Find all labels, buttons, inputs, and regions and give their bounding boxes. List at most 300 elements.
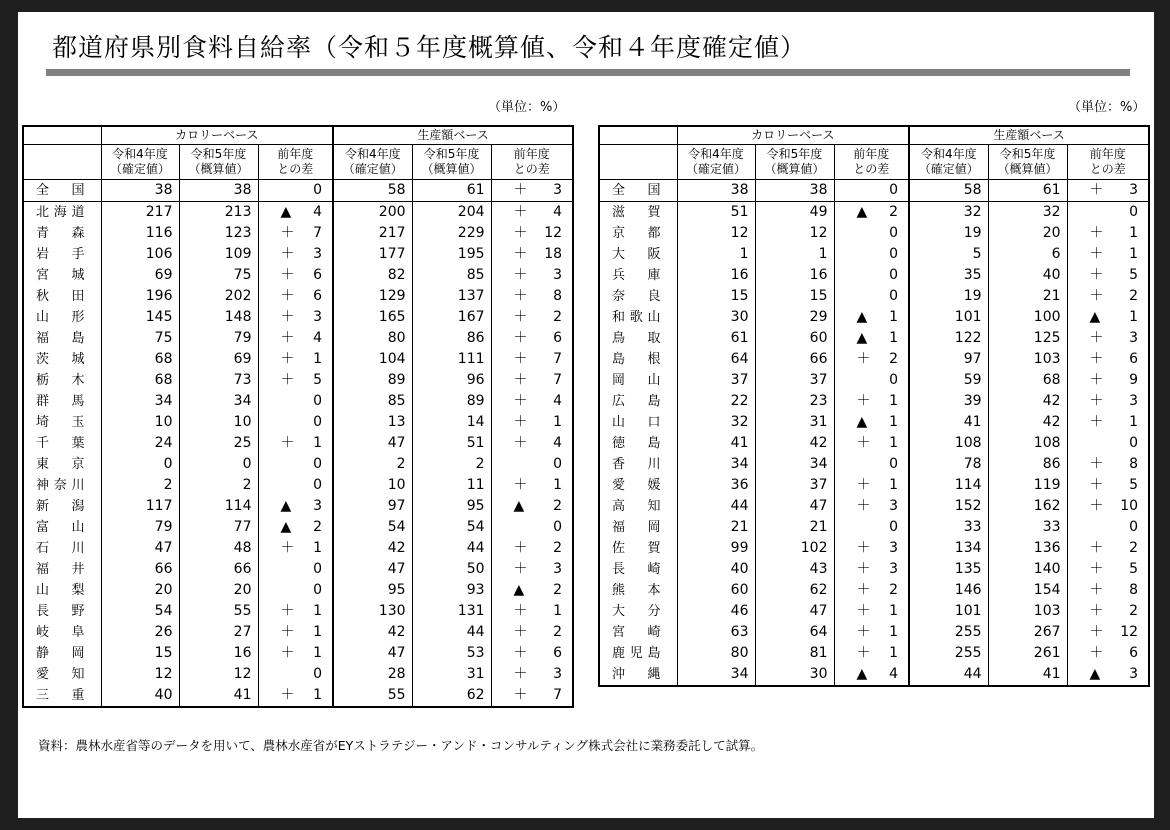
production-r4-value: 101 — [909, 307, 988, 328]
production-diff-sign — [1067, 433, 1105, 454]
production-diff-value: 3 — [1129, 666, 1139, 682]
calorie-r4-value: 44 — [677, 496, 755, 517]
production-diff-sign: ＋ — [491, 685, 529, 707]
production-r4-value: 255 — [909, 622, 988, 643]
calorie-r5-value: 69 — [179, 349, 258, 370]
production-r4-value: 41 — [909, 412, 988, 433]
production-diff-value: 1 — [1129, 225, 1139, 241]
calorie-diff-sign: ＋ — [258, 328, 295, 349]
calorie-diff-value: 0 — [313, 456, 323, 472]
production-diff-sign: ▲ — [1067, 664, 1105, 686]
calorie-diff-sign: ＋ — [834, 580, 871, 601]
production-r5-value: 204 — [412, 202, 491, 224]
calorie-r4-value: 10 — [101, 412, 179, 433]
production-r5-value: 100 — [988, 307, 1067, 328]
table-row — [23, 265, 573, 286]
calorie-diff-value: 0 — [889, 246, 899, 262]
production-diff-sign: ＋ — [1067, 580, 1105, 601]
production-r5-value: 103 — [988, 349, 1067, 370]
calorie-r4-value: 106 — [101, 244, 179, 265]
production-diff-sign: ＋ — [491, 601, 529, 622]
calorie-diff-value: 0 — [313, 477, 323, 493]
header-r4-confirmed: 令和4年度 （確定値） — [909, 145, 988, 180]
production-r5-value: 89 — [412, 391, 491, 412]
calorie-diff-sign — [834, 265, 871, 286]
production-r4-value: 95 — [333, 580, 412, 601]
header-r4-confirmed: 令和4年度 （確定値） — [333, 145, 412, 180]
prefecture-name: 大阪 — [612, 247, 661, 262]
production-diff-sign: ＋ — [491, 180, 529, 202]
calorie-r4-value: 34 — [101, 391, 179, 412]
production-r5-value: 62 — [412, 685, 491, 707]
calorie-r4-value: 30 — [677, 307, 755, 328]
calorie-r4-value: 196 — [101, 286, 179, 307]
production-diff-value: 2 — [553, 540, 563, 556]
calorie-diff-sign: ＋ — [258, 622, 295, 643]
calorie-diff-value: 1 — [313, 645, 323, 661]
calorie-diff-value: 0 — [313, 666, 323, 682]
calorie-r4-value: 63 — [677, 622, 755, 643]
calorie-r4-value: 20 — [101, 580, 179, 601]
calorie-r4-value: 34 — [677, 454, 755, 475]
prefecture-name: 栃木 — [36, 373, 85, 388]
production-diff-value: 6 — [1129, 645, 1139, 661]
calorie-r5-value: 12 — [755, 223, 834, 244]
calorie-diff-sign — [258, 180, 295, 202]
calorie-r4-value: 12 — [677, 223, 755, 244]
calorie-diff-sign: ＋ — [258, 601, 295, 622]
production-r5-value: 103 — [988, 601, 1067, 622]
production-diff-value: 7 — [553, 372, 563, 388]
calorie-diff-sign: ▲ — [834, 412, 871, 433]
production-r5-value: 21 — [988, 286, 1067, 307]
calorie-r5-value: 42 — [755, 433, 834, 454]
table-row — [23, 643, 573, 664]
calorie-r4-value: 79 — [101, 517, 179, 538]
production-diff-value: 6 — [1129, 351, 1139, 367]
header-calorie-base: カロリーベース — [677, 126, 909, 145]
production-diff-sign: ＋ — [491, 307, 529, 328]
production-diff-sign: ＋ — [1067, 370, 1105, 391]
calorie-diff-sign — [258, 664, 295, 685]
prefecture-name: 長崎 — [612, 562, 661, 577]
production-diff-value: 4 — [553, 204, 563, 220]
production-r5-value: 167 — [412, 307, 491, 328]
calorie-r4-value: 34 — [677, 664, 755, 686]
production-r5-value: 14 — [412, 412, 491, 433]
header-r5-estimate: 令和5年度 （概算値） — [179, 145, 258, 180]
calorie-diff-sign: ＋ — [258, 223, 295, 244]
calorie-diff-value: 4 — [313, 330, 323, 346]
calorie-r5-value: 37 — [755, 370, 834, 391]
production-diff-sign: ＋ — [1067, 223, 1105, 244]
prefecture-name: 北海道 — [36, 205, 85, 220]
calorie-diff-sign — [834, 180, 871, 202]
production-diff-sign: ＋ — [491, 538, 529, 559]
document-page — [18, 12, 1154, 818]
production-r4-value: 152 — [909, 496, 988, 517]
calorie-diff-value: 0 — [313, 182, 323, 198]
production-diff-sign: ＋ — [1067, 559, 1105, 580]
calorie-diff-value: 1 — [313, 540, 323, 556]
production-diff-value: 3 — [1129, 182, 1139, 198]
calorie-diff-sign: ＋ — [258, 244, 295, 265]
table-row — [599, 475, 1149, 496]
production-diff-sign: ＋ — [1067, 286, 1105, 307]
header-yoy-diff: 前年度 との差 — [834, 145, 909, 180]
production-r5-value: 125 — [988, 328, 1067, 349]
calorie-diff-sign — [258, 475, 295, 496]
production-diff-sign: ＋ — [1067, 454, 1105, 475]
production-r5-value: 140 — [988, 559, 1067, 580]
table-row — [599, 307, 1149, 328]
calorie-diff-value: 1 — [889, 435, 899, 451]
table-row — [23, 391, 573, 412]
production-diff-sign: ＋ — [1067, 496, 1105, 517]
header-blank — [599, 145, 677, 180]
production-diff-value: 3 — [1129, 393, 1139, 409]
production-diff-sign: ＋ — [1067, 475, 1105, 496]
production-r5-value: 137 — [412, 286, 491, 307]
calorie-diff-sign — [834, 517, 871, 538]
production-diff-value: 2 — [553, 624, 563, 640]
calorie-diff-sign: ＋ — [258, 307, 295, 328]
header-blank — [23, 145, 101, 180]
prefecture-name: 徳島 — [612, 436, 661, 451]
prefecture-name: 新潟 — [36, 499, 85, 514]
production-diff-value: 1 — [553, 477, 563, 493]
production-r5-value: 42 — [988, 412, 1067, 433]
table-row — [599, 391, 1149, 412]
production-diff-value: 5 — [1129, 477, 1139, 493]
calorie-diff-value: 0 — [313, 582, 323, 598]
calorie-diff-sign: ＋ — [258, 265, 295, 286]
production-diff-sign — [491, 454, 529, 475]
production-r5-value: 229 — [412, 223, 491, 244]
production-r5-value: 41 — [988, 664, 1067, 686]
prefecture-name: 千葉 — [36, 436, 85, 451]
calorie-r5-value: 64 — [755, 622, 834, 643]
calorie-diff-sign: ▲ — [258, 517, 295, 538]
calorie-r5-value: 20 — [179, 580, 258, 601]
production-r4-value: 129 — [333, 286, 412, 307]
production-r4-value: 134 — [909, 538, 988, 559]
production-diff-sign: ＋ — [491, 349, 529, 370]
header-r5-estimate: 令和5年度 （概算値） — [412, 145, 491, 180]
production-diff-value: 8 — [553, 288, 563, 304]
calorie-r5-value: 2 — [179, 475, 258, 496]
page-title: 都道府県別食料自給率（令和５年度概算値、令和４年度確定値） — [52, 33, 807, 62]
production-diff-value: 3 — [553, 666, 563, 682]
calorie-diff-sign — [834, 370, 871, 391]
table-row — [23, 475, 573, 496]
production-r4-value: 47 — [333, 559, 412, 580]
calorie-r4-value: 61 — [677, 328, 755, 349]
production-r5-value: 61 — [988, 180, 1067, 202]
calorie-r5-value: 48 — [179, 538, 258, 559]
prefecture-name: 島根 — [612, 352, 661, 367]
production-r5-value: 44 — [412, 622, 491, 643]
prefecture-name: 兵庫 — [612, 268, 661, 283]
production-diff-sign: ＋ — [491, 412, 529, 433]
production-r4-value: 5 — [909, 244, 988, 265]
production-r4-value: 101 — [909, 601, 988, 622]
table-row — [23, 412, 573, 433]
calorie-r4-value: 38 — [677, 180, 755, 202]
calorie-r5-value: 47 — [755, 601, 834, 622]
production-r4-value: 54 — [333, 517, 412, 538]
production-r4-value: 104 — [333, 349, 412, 370]
table-row — [599, 643, 1149, 664]
calorie-r5-value: 102 — [755, 538, 834, 559]
production-r5-value: 119 — [988, 475, 1067, 496]
production-r4-value: 47 — [333, 643, 412, 664]
table-row — [599, 580, 1149, 601]
prefecture-name: 青森 — [36, 226, 85, 241]
calorie-r4-value: 16 — [677, 265, 755, 286]
prefecture-name: 宮城 — [36, 268, 85, 283]
calorie-diff-sign: ＋ — [258, 349, 295, 370]
production-r4-value: 146 — [909, 580, 988, 601]
production-diff-value: 9 — [1129, 372, 1139, 388]
production-diff-sign: ＋ — [1067, 391, 1105, 412]
production-r5-value: 40 — [988, 265, 1067, 286]
calorie-r5-value: 10 — [179, 412, 258, 433]
table-row — [599, 265, 1149, 286]
header-blank — [599, 126, 677, 145]
production-diff-sign: ＋ — [491, 622, 529, 643]
calorie-diff-sign — [834, 454, 871, 475]
production-diff-value: 0 — [1129, 519, 1139, 535]
production-diff-value: 0 — [1129, 435, 1139, 451]
production-r5-value: 86 — [412, 328, 491, 349]
calorie-diff-value: 1 — [889, 624, 899, 640]
production-diff-sign: ＋ — [1067, 622, 1105, 643]
production-diff-value: 3 — [1129, 330, 1139, 346]
prefecture-name: 福井 — [36, 562, 85, 577]
calorie-r4-value: 40 — [677, 559, 755, 580]
production-r4-value: 42 — [333, 622, 412, 643]
header-r5-estimate: 令和5年度 （概算値） — [988, 145, 1067, 180]
calorie-r5-value: 43 — [755, 559, 834, 580]
production-r4-value: 19 — [909, 286, 988, 307]
table-row — [23, 307, 573, 328]
table-row — [599, 180, 1149, 202]
calorie-r4-value: 64 — [677, 349, 755, 370]
calorie-diff-sign: ＋ — [258, 370, 295, 391]
calorie-r5-value: 77 — [179, 517, 258, 538]
table-row — [599, 223, 1149, 244]
header-r5-estimate: 令和5年度 （概算値） — [755, 145, 834, 180]
production-diff-sign: ＋ — [491, 370, 529, 391]
prefecture-name: 沖縄 — [612, 667, 661, 682]
production-r4-value: 28 — [333, 664, 412, 685]
production-diff-sign: ＋ — [491, 559, 529, 580]
calorie-diff-value: 1 — [889, 330, 899, 346]
production-diff-value: 3 — [553, 182, 563, 198]
production-r5-value: 86 — [988, 454, 1067, 475]
production-r4-value: 85 — [333, 391, 412, 412]
production-diff-value: 7 — [553, 351, 563, 367]
calorie-diff-value: 6 — [313, 267, 323, 283]
prefecture-name: 愛知 — [36, 667, 85, 682]
production-diff-value: 3 — [553, 267, 563, 283]
calorie-r5-value: 55 — [179, 601, 258, 622]
production-diff-sign: ＋ — [491, 433, 529, 454]
production-r5-value: 96 — [412, 370, 491, 391]
production-r5-value: 33 — [988, 517, 1067, 538]
calorie-diff-value: 0 — [313, 414, 323, 430]
calorie-diff-value: 3 — [889, 540, 899, 556]
production-r5-value: 53 — [412, 643, 491, 664]
production-diff-sign: ＋ — [491, 202, 529, 224]
calorie-r4-value: 0 — [101, 454, 179, 475]
production-r5-value: 32 — [988, 202, 1067, 224]
calorie-diff-sign: ＋ — [834, 559, 871, 580]
prefecture-name: 鹿児島 — [612, 646, 661, 661]
production-r4-value: 33 — [909, 517, 988, 538]
calorie-r4-value: 1 — [677, 244, 755, 265]
calorie-r5-value: 38 — [179, 180, 258, 202]
calorie-diff-sign: ＋ — [258, 685, 295, 707]
production-diff-sign: ＋ — [1067, 643, 1105, 664]
prefecture-name: 埼玉 — [36, 415, 85, 430]
unit-label-left: （単位：%） — [488, 100, 566, 115]
production-diff-value: 3 — [553, 561, 563, 577]
calorie-r4-value: 12 — [101, 664, 179, 685]
header-r4-confirmed: 令和4年度 （確定値） — [101, 145, 179, 180]
calorie-diff-value: 2 — [889, 204, 899, 220]
table-row — [599, 412, 1149, 433]
calorie-diff-sign: ＋ — [834, 349, 871, 370]
calorie-diff-value: 0 — [889, 519, 899, 535]
production-diff-value: 18 — [544, 246, 563, 262]
production-r5-value: 108 — [988, 433, 1067, 454]
prefecture-name: 全国 — [612, 183, 661, 198]
production-r5-value: 54 — [412, 517, 491, 538]
production-diff-sign — [1067, 202, 1105, 224]
calorie-r5-value: 15 — [755, 286, 834, 307]
production-r4-value: 165 — [333, 307, 412, 328]
production-diff-value: 6 — [553, 645, 563, 661]
prefecture-name: 広島 — [612, 394, 661, 409]
production-r4-value: 35 — [909, 265, 988, 286]
calorie-r5-value: 75 — [179, 265, 258, 286]
production-diff-value: 2 — [1129, 288, 1139, 304]
production-diff-value: 4 — [553, 393, 563, 409]
production-diff-sign: ＋ — [491, 328, 529, 349]
table-row — [23, 496, 573, 517]
production-r5-value: 195 — [412, 244, 491, 265]
calorie-r4-value: 66 — [101, 559, 179, 580]
calorie-r4-value: 54 — [101, 601, 179, 622]
header-calorie-base: カロリーベース — [101, 126, 333, 145]
calorie-diff-value: 1 — [889, 645, 899, 661]
calorie-r4-value: 22 — [677, 391, 755, 412]
production-diff-value: 0 — [1129, 204, 1139, 220]
production-diff-sign — [1067, 517, 1105, 538]
production-r5-value: 11 — [412, 475, 491, 496]
production-r5-value: 93 — [412, 580, 491, 601]
production-r4-value: 122 — [909, 328, 988, 349]
calorie-diff-value: 1 — [313, 603, 323, 619]
production-r4-value: 177 — [333, 244, 412, 265]
table-body-left — [23, 180, 573, 708]
calorie-diff-value: 4 — [313, 204, 323, 220]
calorie-diff-sign: ▲ — [834, 328, 871, 349]
production-diff-value: 2 — [553, 582, 563, 598]
calorie-r4-value: 2 — [101, 475, 179, 496]
prefecture-name: 群馬 — [36, 394, 85, 409]
calorie-r4-value: 145 — [101, 307, 179, 328]
production-r4-value: 200 — [333, 202, 412, 224]
calorie-diff-sign — [258, 454, 295, 475]
production-r4-value: 2 — [333, 454, 412, 475]
table-row — [23, 601, 573, 622]
production-diff-value: 8 — [1129, 456, 1139, 472]
calorie-diff-sign: ＋ — [258, 538, 295, 559]
prefecture-name: 岡山 — [612, 373, 661, 388]
production-diff-value: 4 — [553, 435, 563, 451]
table-row — [599, 496, 1149, 517]
table-row — [23, 370, 573, 391]
calorie-r5-value: 34 — [179, 391, 258, 412]
calorie-diff-sign: ＋ — [834, 601, 871, 622]
calorie-r5-value: 38 — [755, 180, 834, 202]
calorie-r4-value: 80 — [677, 643, 755, 664]
calorie-r5-value: 16 — [755, 265, 834, 286]
table-row — [599, 538, 1149, 559]
production-r4-value: 58 — [909, 180, 988, 202]
calorie-diff-sign: ＋ — [258, 286, 295, 307]
calorie-diff-sign: ▲ — [834, 202, 871, 224]
calorie-diff-sign: ＋ — [834, 433, 871, 454]
table-row — [23, 685, 573, 707]
calorie-diff-sign: ▲ — [834, 664, 871, 686]
calorie-r4-value: 41 — [677, 433, 755, 454]
calorie-r4-value: 36 — [677, 475, 755, 496]
calorie-r5-value: 66 — [179, 559, 258, 580]
production-diff-sign: ＋ — [491, 391, 529, 412]
calorie-r4-value: 217 — [101, 202, 179, 224]
production-diff-value: 5 — [1129, 561, 1139, 577]
production-r5-value: 111 — [412, 349, 491, 370]
calorie-r4-value: 38 — [101, 180, 179, 202]
table-row — [599, 622, 1149, 643]
calorie-diff-value: 1 — [889, 414, 899, 430]
production-diff-value: 6 — [553, 330, 563, 346]
calorie-diff-value: 3 — [889, 498, 899, 514]
table-row — [599, 664, 1149, 686]
production-r5-value: 2 — [412, 454, 491, 475]
calorie-diff-sign — [258, 580, 295, 601]
calorie-r4-value: 68 — [101, 370, 179, 391]
production-r5-value: 50 — [412, 559, 491, 580]
production-r4-value: 55 — [333, 685, 412, 707]
prefecture-name: 佐賀 — [612, 541, 661, 556]
calorie-diff-value: 0 — [313, 393, 323, 409]
table-row — [23, 202, 573, 224]
production-r5-value: 42 — [988, 391, 1067, 412]
production-r4-value: 114 — [909, 475, 988, 496]
production-r5-value: 51 — [412, 433, 491, 454]
calorie-diff-value: 4 — [889, 666, 899, 682]
self-sufficiency-table-right — [598, 125, 1150, 687]
prefecture-name: 茨城 — [36, 352, 85, 367]
production-r4-value: 78 — [909, 454, 988, 475]
calorie-diff-value: 5 — [313, 372, 323, 388]
calorie-diff-value: 2 — [313, 519, 323, 535]
